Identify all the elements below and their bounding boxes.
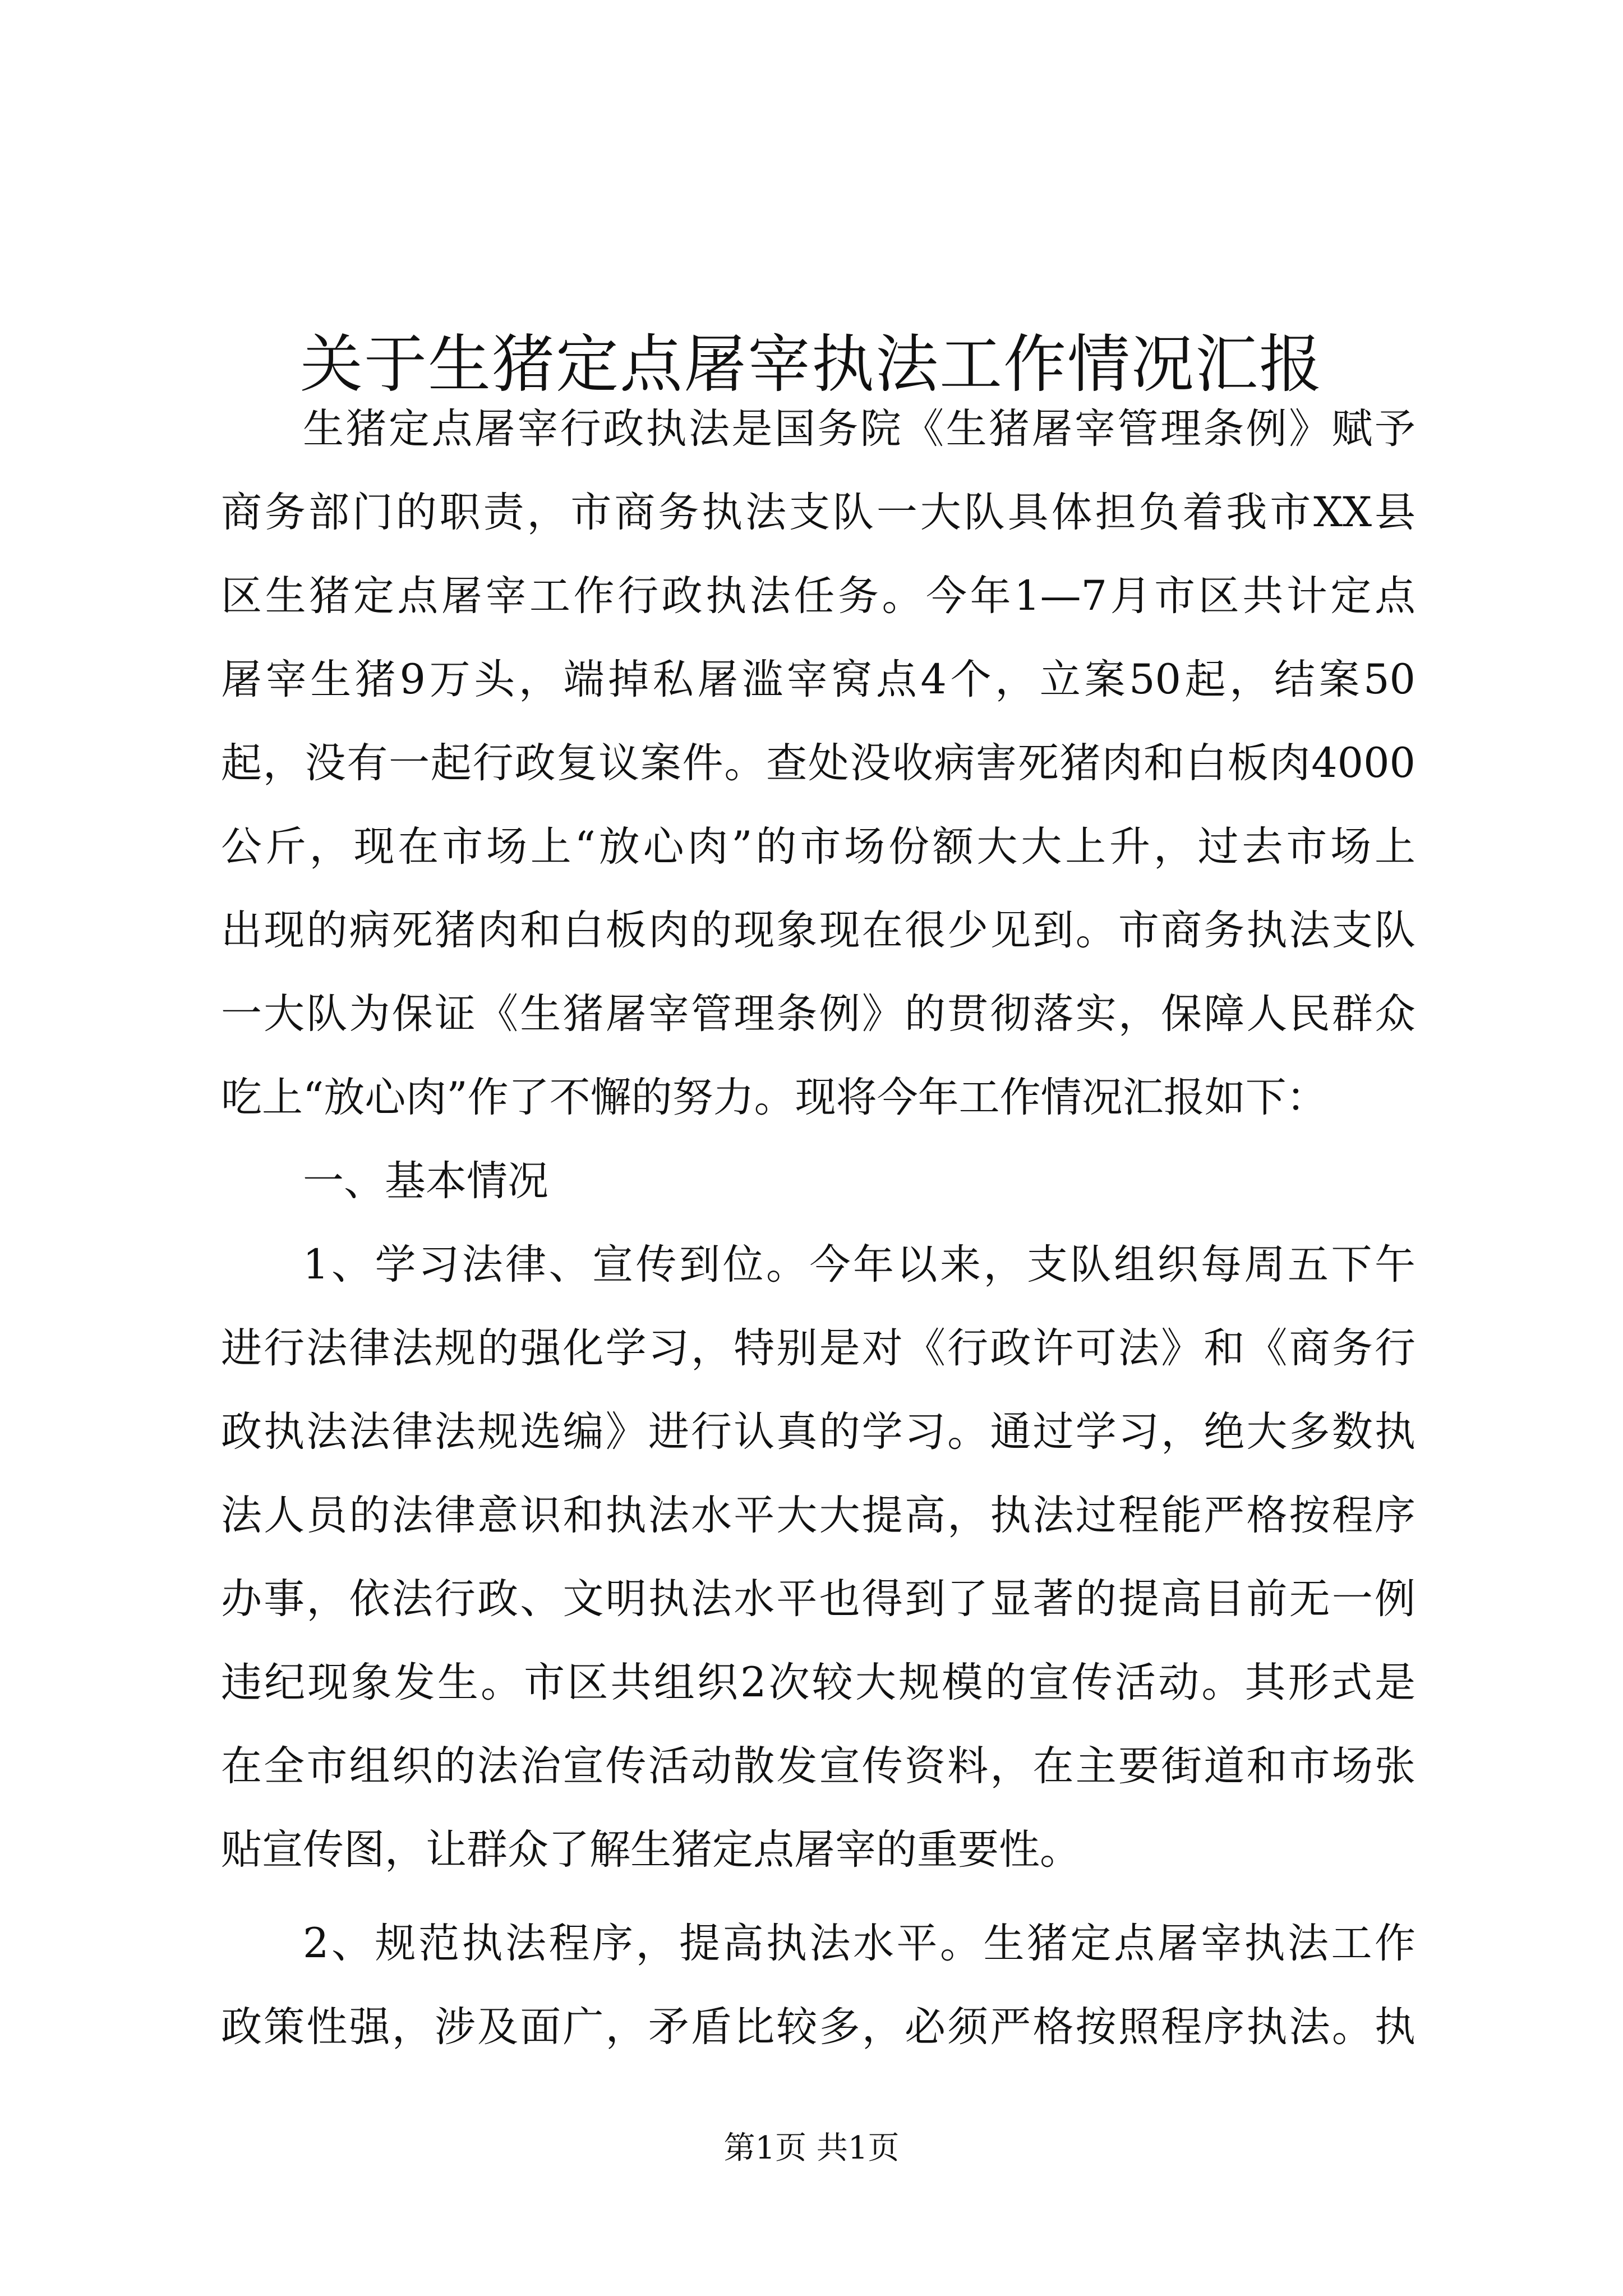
text-line: 2、规范执法程序，提高执法水平。生猪定点屠宰执法工作: [303, 1920, 1415, 1967]
text-line: 进行法律法规的强化学习，特别是对《行政许可法》和《商务行: [221, 1324, 1415, 1372]
text-line: 区生猪定点屠宰工作行政执法任务。今年1—7月市区共计定点: [221, 572, 1415, 620]
text-line: 贴宣传图，让群众了解生猪定点屠宰的重要性。: [221, 1826, 1081, 1874]
text-line: 起，没有一起行政复议案件。查处没收病害死猪肉和白板肉4000: [221, 739, 1415, 787]
section-heading: [221, 1139, 1415, 1223]
text-line: 办事，依法行政、文明执法水平也得到了显著的提高目前无一例: [221, 1575, 1415, 1623]
text-line: 一大队为保证《生猪屠宰管理条例》的贯彻落实，保障人民群众: [221, 990, 1415, 1038]
text-line: 生猪定点屠宰行政执法是国务院《生猪屠宰管理条例》赋予: [303, 405, 1415, 453]
text-line: 违纪现象发生。市区共组织2次较大规模的宣传活动。其形式是: [221, 1659, 1415, 1706]
text-line: 吃上“放心肉”作了不懈的努力。现将今年工作情况汇报如下：: [221, 1074, 1327, 1121]
text-line: 在全市组织的法治宣传活动散发宣传资料，在主要街道和市场张: [221, 1742, 1415, 1790]
text-line: 公斤，现在市场上“放心肉”的市场份额大大上升，过去市场上: [221, 823, 1415, 871]
paragraph-intro: [221, 387, 1415, 1139]
text-line: 政策性强，涉及面广，矛盾比较多，必须严格按照程序执法。执: [221, 2003, 1415, 2051]
paragraph-study-promotion: [221, 1223, 1415, 1892]
document-body: [221, 387, 1415, 2069]
document-title: 关于生猪定点屠宰执法工作情况汇报: [300, 328, 1323, 402]
section-heading-text: 一、基本情况: [303, 1157, 548, 1205]
text-line: 政执法法律法规选编》进行认真的学习。通过学习，绝大多数执: [221, 1408, 1415, 1456]
page-footer: 第1页 共1页: [723, 2130, 900, 2166]
text-line: 法人员的法律意识和执法水平大大提高，执法过程能严格按程序: [221, 1492, 1415, 1539]
paragraph-enforcement-procedure: [221, 1902, 1415, 2069]
text-line: 商务部门的职责，市商务执法支队一大队具体担负着我市XX县: [221, 489, 1415, 536]
paragraph-gap: [221, 1892, 1415, 1902]
text-line: 屠宰生猪9万头，端掉私屠滥宰窝点4个，立案50起，结案50: [221, 656, 1415, 703]
text-line: 出现的病死猪肉和白板肉的现象现在很少见到。市商务执法支队: [221, 907, 1415, 954]
text-line: 1、学习法律、宣传到位。今年以来，支队组织每周五下午: [303, 1241, 1415, 1289]
